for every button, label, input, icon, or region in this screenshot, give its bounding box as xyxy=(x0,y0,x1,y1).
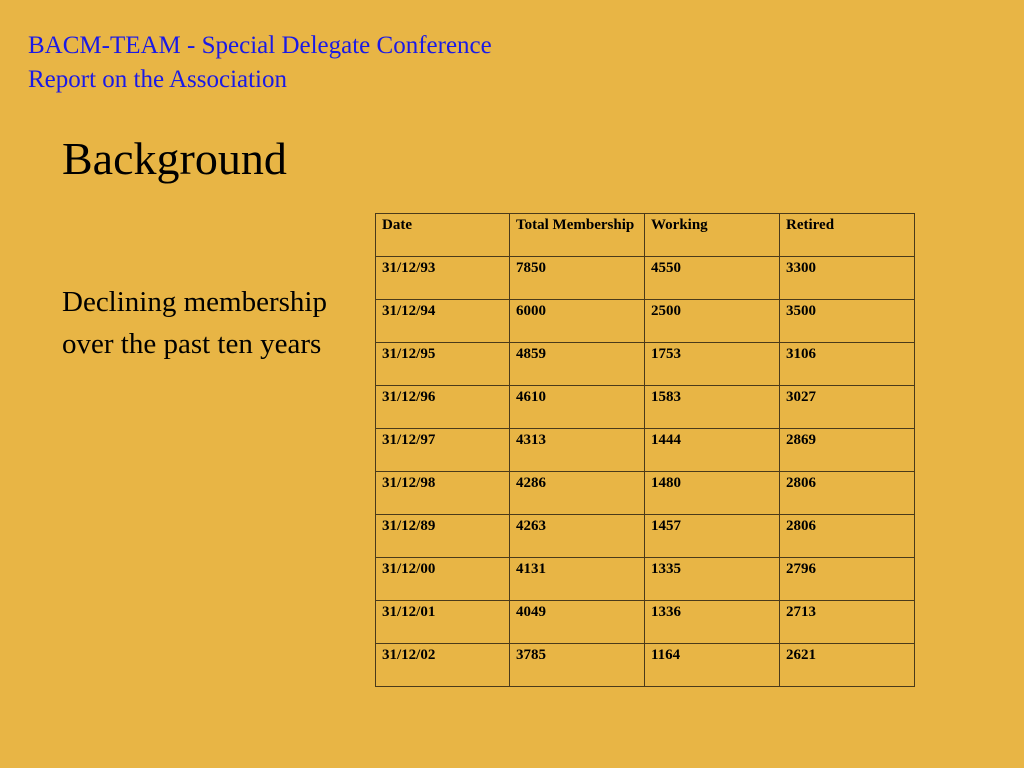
slide-title: Background xyxy=(62,133,287,184)
slide-bullet-text: Declining membership over the past ten years xyxy=(62,286,327,360)
working-cell: 1335 xyxy=(645,558,780,601)
total-membership-cell: 3785 xyxy=(510,644,645,687)
total-membership-cell: 6000 xyxy=(510,300,645,343)
date-cell: 31/12/94 xyxy=(376,300,510,343)
retired-cell: 2806 xyxy=(780,515,915,558)
membership-table-head xyxy=(376,214,915,257)
total-membership-cell: 4263 xyxy=(510,515,645,558)
conference-header xyxy=(28,29,492,97)
total-membership-cell: 4313 xyxy=(510,429,645,472)
total-membership-cell: 4049 xyxy=(510,601,645,644)
date-cell: 31/12/00 xyxy=(376,558,510,601)
working-cell: 1336 xyxy=(645,601,780,644)
date-cell: 31/12/01 xyxy=(376,601,510,644)
working-cell: 1583 xyxy=(645,386,780,429)
column-header-total-membership: Total Membership xyxy=(510,214,645,257)
date-cell: 31/12/95 xyxy=(376,343,510,386)
header-line-1: BACM-TEAM - Special Delegate Conference xyxy=(28,32,492,59)
table-row xyxy=(376,472,915,515)
table-row xyxy=(376,601,915,644)
date-cell: 31/12/02 xyxy=(376,644,510,687)
retired-cell: 2806 xyxy=(780,472,915,515)
working-cell: 1444 xyxy=(645,429,780,472)
table-row xyxy=(376,343,915,386)
total-membership-cell: 7850 xyxy=(510,257,645,300)
retired-cell: 3027 xyxy=(780,386,915,429)
working-cell: 1753 xyxy=(645,343,780,386)
table-row xyxy=(376,558,915,601)
retired-cell: 2713 xyxy=(780,601,915,644)
working-cell: 1164 xyxy=(645,644,780,687)
table-row xyxy=(376,386,915,429)
retired-cell: 3106 xyxy=(780,343,915,386)
table-row xyxy=(376,515,915,558)
date-cell: 31/12/98 xyxy=(376,472,510,515)
working-cell: 1480 xyxy=(645,472,780,515)
working-cell: 1457 xyxy=(645,515,780,558)
working-cell: 4550 xyxy=(645,257,780,300)
table-row xyxy=(376,257,915,300)
membership-table xyxy=(375,213,915,687)
retired-cell: 2621 xyxy=(780,644,915,687)
column-header-working: Working xyxy=(645,214,780,257)
retired-cell: 2796 xyxy=(780,558,915,601)
membership-table-body xyxy=(376,257,915,687)
retired-cell: 3300 xyxy=(780,257,915,300)
total-membership-cell: 4859 xyxy=(510,343,645,386)
column-header-retired: Retired xyxy=(780,214,915,257)
total-membership-cell: 4610 xyxy=(510,386,645,429)
date-cell: 31/12/93 xyxy=(376,257,510,300)
retired-cell: 3500 xyxy=(780,300,915,343)
total-membership-cell: 4131 xyxy=(510,558,645,601)
date-cell: 31/12/97 xyxy=(376,429,510,472)
working-cell: 2500 xyxy=(645,300,780,343)
table-row xyxy=(376,644,915,687)
total-membership-cell: 4286 xyxy=(510,472,645,515)
date-cell: 31/12/89 xyxy=(376,515,510,558)
retired-cell: 2869 xyxy=(780,429,915,472)
column-header-date: Date xyxy=(376,214,510,257)
date-cell: 31/12/96 xyxy=(376,386,510,429)
table-header-row xyxy=(376,214,915,257)
table-row xyxy=(376,429,915,472)
header-line-2: Report on the Association xyxy=(28,66,287,93)
table-row xyxy=(376,300,915,343)
